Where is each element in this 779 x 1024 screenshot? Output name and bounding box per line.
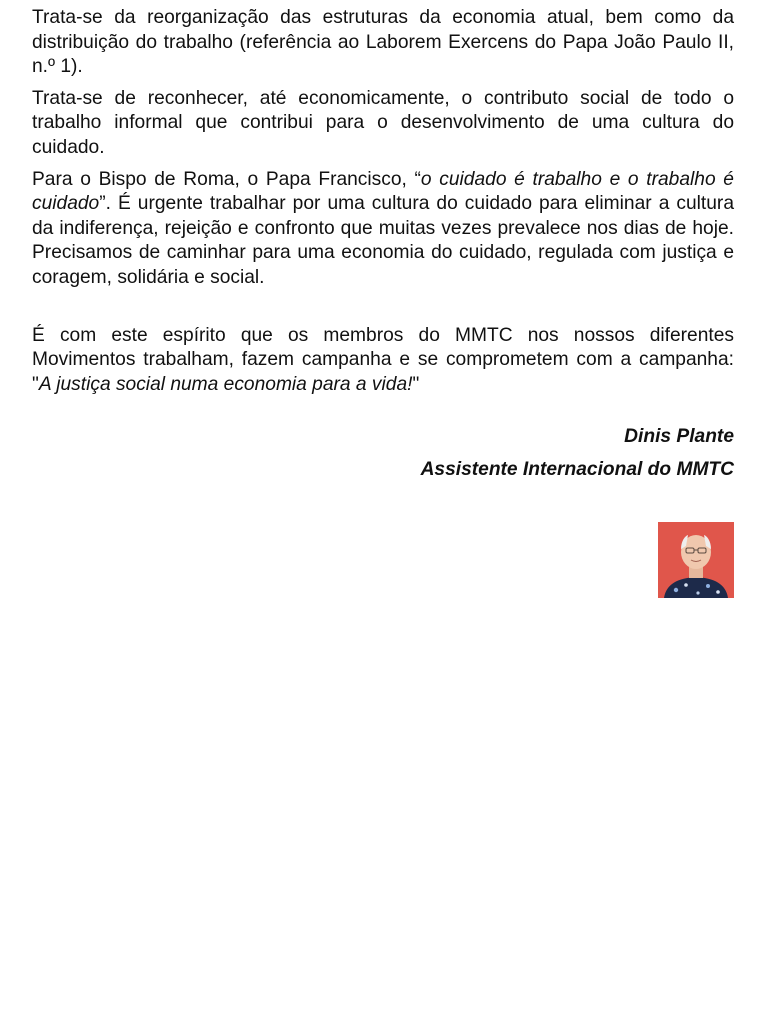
document-page (32, 6, 734, 483)
paragraph-3-text-a: Para o Bispo de Roma, o Papa Francisco, “ (32, 168, 421, 190)
paragraph-4-text-a: É com este espírito que os membros do MMTC nos nossos diferentes Movimentos trabalham, fazem campanha e se comprometem com a campanha: " (32, 324, 734, 395)
paragraph-2-text: Trata-se de reconhecer, até economicamente, o contributo social de todo o trabalho informal que contribui para o desenvolvimento de uma cultura do cuidado. (32, 87, 734, 158)
paragraph-3-quote: o cuidado é trabalho e o trabalho é cuidado (32, 168, 734, 215)
paragraph-3 (32, 168, 734, 291)
paragraph-3-text-b: ”. É urgente trabalhar por uma cultura do cuidado para eliminar a cultura da indiferença, rejeição e confronto que muitas vezes prevalece nos dias de hoje. Precisamos de caminhar para uma economia do cuidado, regulada com justiça e coragem, solidária e social. (32, 193, 734, 288)
portrait-illustration (658, 522, 734, 598)
paragraph-1 (32, 6, 734, 80)
paragraph-1-text: Trata-se da reorganização das estruturas da economia atual, bem como da distribuição do trabalho (referência ao Laborem Exercens do Papa João Paulo II, n.º 1). (32, 7, 734, 78)
signature-name: Dinis Plante (624, 426, 734, 448)
paragraph-4-campaign-slogan: A justiça social numa economia para a vida! (38, 373, 413, 395)
paragraph-4-text-b: " (412, 373, 420, 395)
author-portrait-photo (658, 522, 734, 598)
signature-title: Assistente Internacional do MMTC (420, 458, 734, 480)
paragraph-2 (32, 87, 734, 161)
paragraph-4 (32, 324, 734, 398)
